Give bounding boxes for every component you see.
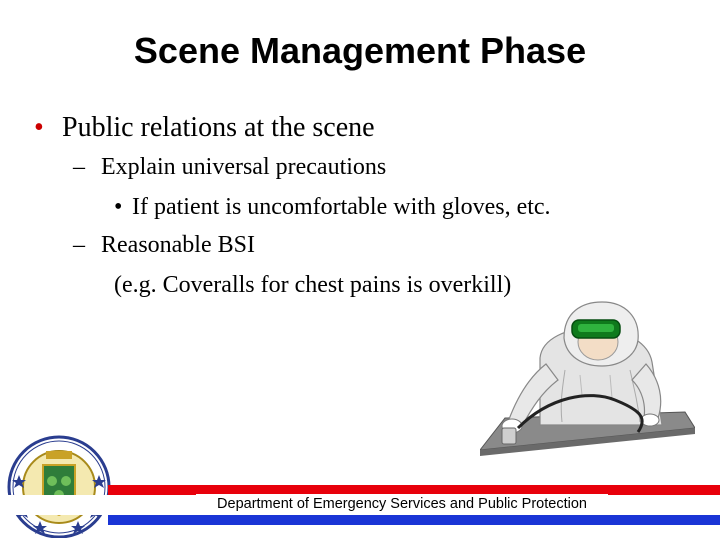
bullet-marker: – <box>73 154 85 180</box>
bullet-text: (e.g. Coveralls for chest pains is overkill) <box>114 272 512 298</box>
footer-department-text: Department of Emergency Services and Public Protection <box>196 494 608 514</box>
bullet-text: Reasonable BSI <box>101 232 255 258</box>
bullet-marker: • <box>114 194 123 220</box>
bullet-item <box>114 272 511 299</box>
bullet-text: Public relations at the scene <box>62 112 375 143</box>
hazmat-worker-clipart <box>480 300 695 470</box>
bullet-text: If patient is uncomfortable with gloves, etc. <box>132 194 551 220</box>
bullet-marker: • <box>34 112 44 143</box>
bullet-text: Explain universal precautions <box>101 154 387 180</box>
bullet-item <box>114 194 551 221</box>
bullet-marker: – <box>73 232 85 258</box>
bullet-item <box>73 232 255 259</box>
blue-stripe <box>108 515 720 525</box>
bullet-item <box>34 112 375 144</box>
bullet-item <box>73 154 386 181</box>
slide-title: Scene Management Phase <box>133 30 587 71</box>
